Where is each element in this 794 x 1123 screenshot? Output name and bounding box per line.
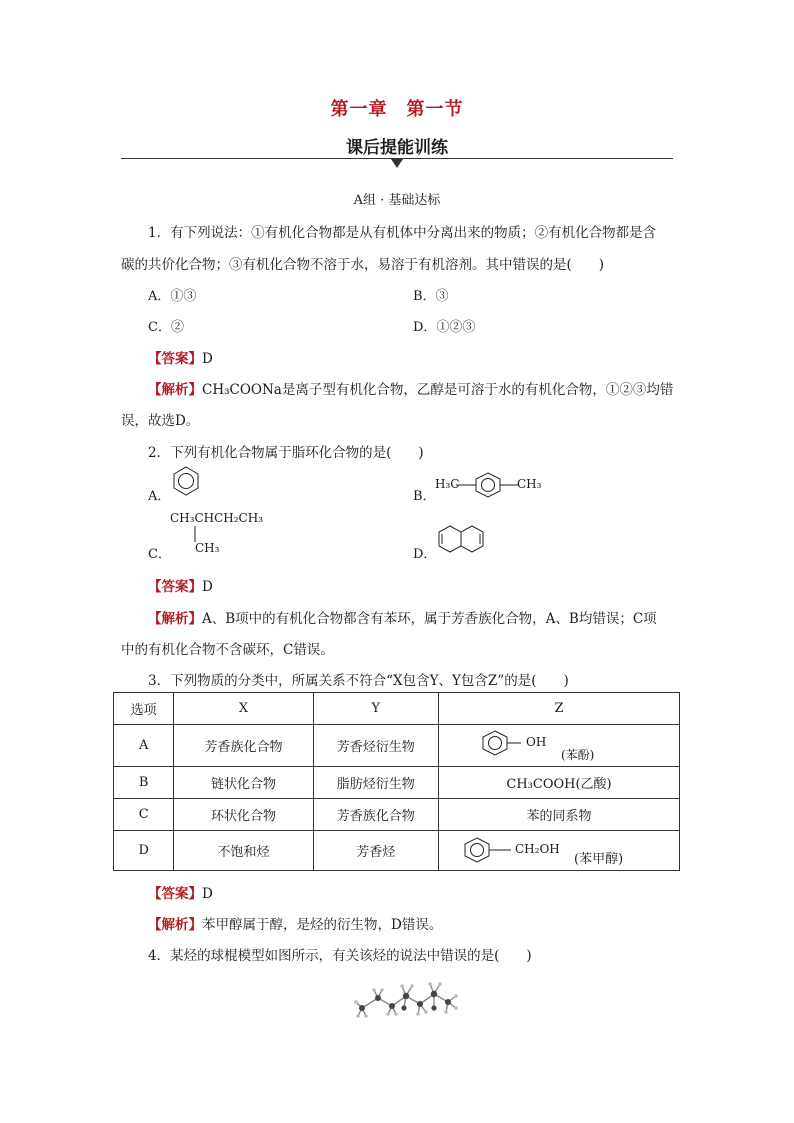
- group-label: A组 · 基础达标: [353, 193, 441, 208]
- y-cell: 芳香烃衍生物: [313, 725, 438, 767]
- q2-bicyclic-diene-icon: [432, 522, 492, 558]
- analysis-tag: 【解析】: [148, 382, 202, 398]
- q3-stem: 3．下列物质的分类中，所属关系不符合“X包含Y、Y包含Z”的是( ): [148, 673, 569, 689]
- analysis-text: A、B项中的有机化合物都含有苯环，属于芳香族化合物，A、B均错误；C项: [202, 611, 657, 627]
- q2-p-xylene-icon: [456, 471, 520, 499]
- q2-benzene-icon: [170, 465, 202, 497]
- phenol-oh-group: OH: [526, 734, 547, 749]
- option-cell: D: [114, 831, 174, 871]
- q2-b-right-group: CH₃: [517, 477, 542, 491]
- z-cell: [439, 831, 680, 871]
- q3-answer: [148, 882, 213, 902]
- chapter-title: 第一章 第一节: [330, 99, 464, 120]
- q1-stem-line2: 碳的共价化合物；③有机化合物不溶于水，易溶于有机溶剂。其中错误的是( ): [121, 257, 605, 273]
- q1-stem-line1: 1．有下列说法：①有机化合物都是从有机体中分离出来的物质；②有机化合物都是含: [148, 225, 657, 241]
- analysis-text: 苯甲醇属于醇，是烃的衍生物，D错误。: [202, 917, 443, 933]
- y-cell: 脂肪烃衍生物: [313, 767, 438, 799]
- table-row: [114, 799, 680, 831]
- y-cell: 芳香族化合物: [313, 799, 438, 831]
- analysis-tag: 【解析】: [148, 611, 202, 627]
- q2-c-branch: CH₃: [195, 541, 220, 555]
- header-cell: Z: [439, 693, 680, 725]
- q3-analysis: [148, 913, 442, 933]
- q2-analysis-line2: 中的有机化合物不含碳环，C错误。: [121, 642, 334, 658]
- q2-answer: [148, 575, 213, 595]
- table-header-row: [114, 693, 680, 725]
- answer-tag: 【答案】: [148, 886, 202, 902]
- classification-table: [113, 692, 680, 871]
- option-cell: C: [114, 799, 174, 831]
- phenol-name: (苯酚): [561, 747, 595, 762]
- benzyl-ring-icon: [461, 836, 513, 866]
- table-row: [114, 767, 680, 799]
- table-row: [114, 725, 680, 767]
- benzyl-alcohol-name: (苯甲醇): [574, 851, 624, 867]
- x-cell: 环状化合物: [174, 799, 313, 831]
- header-cell: Y: [313, 693, 438, 725]
- x-cell: 不饱和烃: [174, 831, 313, 871]
- ball-and-stick-model-icon: [352, 978, 462, 1022]
- q2-option-a: A．: [148, 489, 171, 504]
- answer-value: D: [202, 579, 213, 595]
- answer-tag: 【答案】: [148, 579, 202, 595]
- y-cell: 芳香烃: [313, 831, 438, 871]
- q2-analysis-line1: [148, 607, 657, 627]
- analysis-text: CH₃COONa是离子型有机化合物，乙醇是可溶于水的有机化合物，①②③均错: [202, 382, 674, 398]
- header-arrow-icon: [391, 159, 403, 168]
- answer-value: D: [202, 886, 213, 902]
- benzyl-ch2oh-group: CH₂OH: [515, 841, 560, 856]
- phenol-ring-icon: [479, 729, 525, 759]
- section-subtitle: 课后提能训练: [346, 138, 448, 158]
- q1-option-c: C．②: [148, 320, 184, 335]
- q2-option-b: B．: [413, 489, 436, 504]
- x-cell: 芳香族化合物: [174, 725, 313, 767]
- q1-option-d: D．①②③: [413, 320, 476, 335]
- header-cell: X: [174, 693, 313, 725]
- z-cell: 苯的同系物: [439, 799, 680, 831]
- analysis-tag: 【解析】: [148, 917, 202, 933]
- option-cell: A: [114, 725, 174, 767]
- q1-analysis-line2: 误，故选D。: [121, 413, 200, 429]
- answer-value: D: [202, 351, 213, 367]
- q2-b-left-group: H₃C: [435, 477, 460, 491]
- z-cell: CH₃COOH(乙酸): [439, 767, 680, 799]
- header-cell: 选项: [114, 693, 174, 725]
- table-row: [114, 831, 680, 871]
- option-cell: B: [114, 767, 174, 799]
- q2-stem: 2．下列有机化合物属于脂环化合物的是( ): [148, 445, 424, 461]
- q1-answer: [148, 347, 213, 367]
- z-cell: [439, 725, 680, 767]
- q2-option-c: C．: [148, 547, 171, 562]
- q4-stem: 4．某烃的球棍模型如图所示，有关该烃的说法中错误的是( ): [148, 948, 532, 964]
- q2-option-d: D．: [413, 547, 437, 562]
- q1-analysis-line1: [148, 378, 673, 398]
- q1-option-a: A．①③: [148, 289, 197, 304]
- x-cell: 链状化合物: [174, 767, 313, 799]
- q2-c-main-chain: CH₃CHCH₂CH₃: [170, 511, 264, 525]
- q1-option-b: B．③: [413, 289, 449, 304]
- answer-tag: 【答案】: [148, 351, 202, 367]
